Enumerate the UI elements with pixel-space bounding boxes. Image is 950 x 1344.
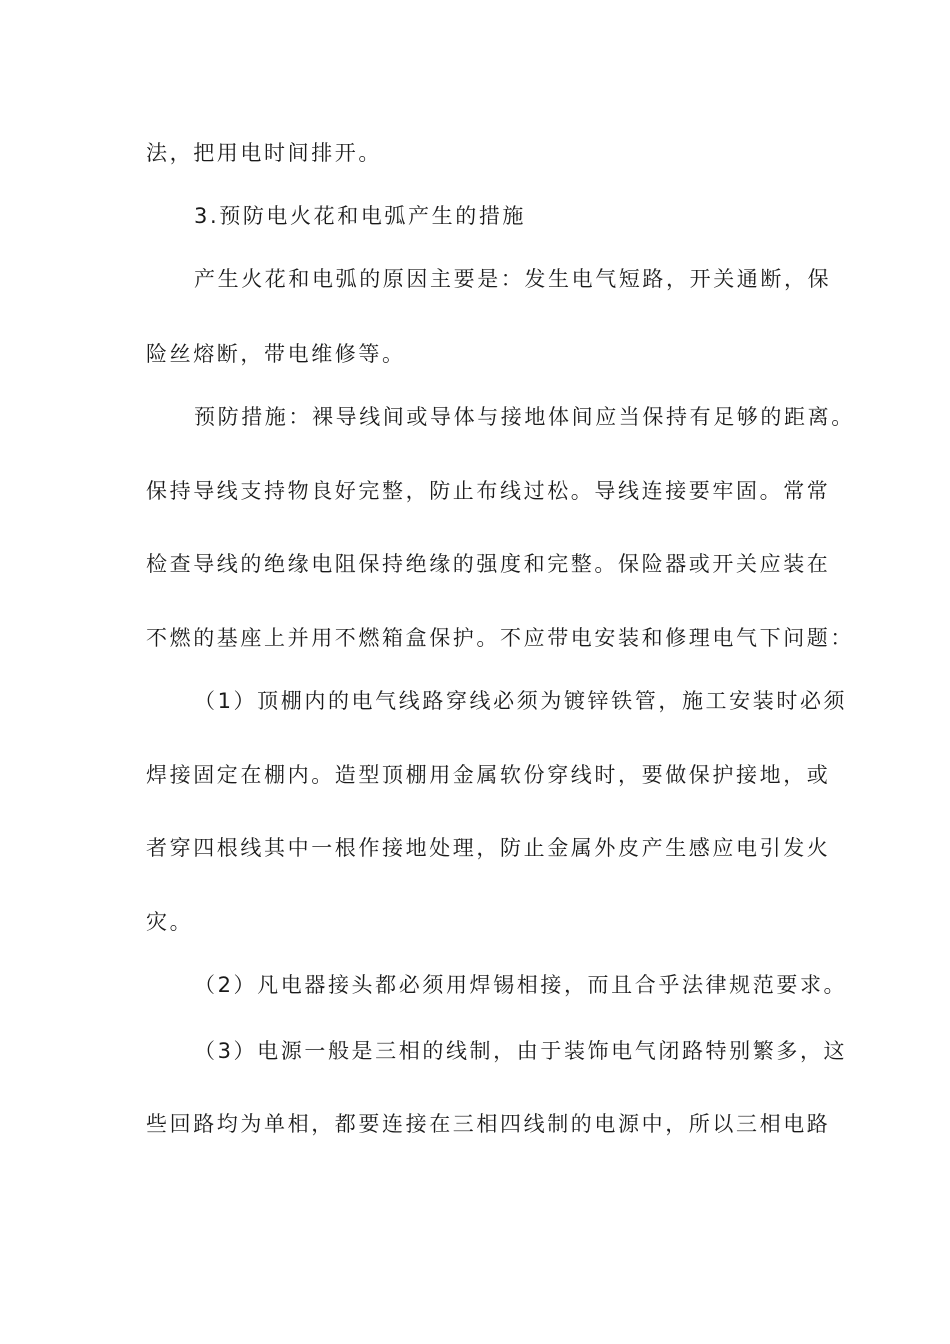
text-line: 保持导线支持物良好完整，防止布线过松。导线连接要牢固。常常: [146, 479, 831, 503]
list-item: （3）电源一般是三相的线制，由于装饰电气闭路特别繁多，这: [194, 1039, 848, 1063]
text-line: 焊接固定在棚内。造型顶棚用金属软份穿线时，要做保护接地，或: [146, 763, 831, 787]
text-line: 者穿四根线其中一根作接地处理，防止金属外皮产生感应电引发火: [146, 836, 831, 860]
text-line: 些回路均为单相，都要连接在三相四线制的电源中，所以三相电路: [146, 1112, 831, 1136]
text-line: 检查导线的绝缘电阻保持绝缘的强度和完整。保险器或开关应装在: [146, 552, 831, 576]
text-line: 产生火花和电弧的原因主要是：发生电气短路，开关通断，保: [194, 267, 832, 291]
list-item: （1）顶棚内的电气线路穿线必须为镀锌铁管，施工安装时必须: [194, 689, 848, 713]
text-line: 预防措施：裸导线间或导体与接地体间应当保持有足够的距离。: [194, 405, 855, 429]
list-item: （2）凡电器接头都必须用焊锡相接，而且合乎法律规范要求。: [194, 973, 848, 997]
text-line: 不燃的基座上并用不燃箱盒保护。不应带电安装和修理电气下问题：: [146, 626, 854, 650]
text-line: 灾。: [146, 910, 194, 934]
text-line: 法，把用电时间排开。: [146, 141, 382, 165]
section-heading: 3.预防电火花和电弧产生的措施: [194, 204, 527, 228]
text-line: 险丝熔断，带电维修等。: [146, 342, 406, 366]
